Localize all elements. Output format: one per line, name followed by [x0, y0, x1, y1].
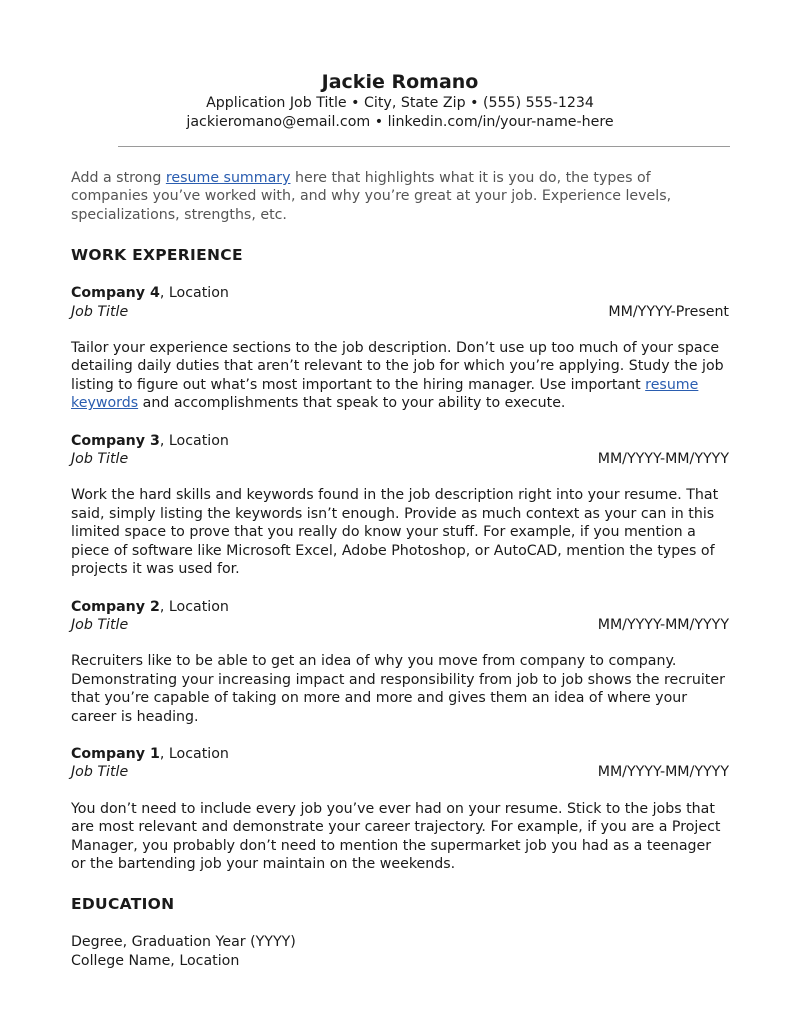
company-name: Company 4: [71, 285, 160, 302]
job-description-before: Tailor your experience sections to the job description. Don’t use up too much of your space detailing daily duties that aren’t relevant to the job for which you’re applying. Study the job listing to figure out what’s most important to the hiring manager. Use important: [71, 340, 724, 393]
job-entry-company-4: [71, 284, 729, 412]
job-company-line: [71, 432, 729, 450]
company-location: , Location: [159, 745, 229, 762]
job-title: Job Title: [71, 451, 129, 468]
resume-summary-link[interactable]: resume summary: [165, 170, 291, 186]
job-dates: MM/YYYY-Present: [608, 303, 729, 320]
job-description: Work the hard skills and keywords found in the job description right into your resume. That said, simply listing the keywords isn’t enough. Provide as much context as your can in this limited space to prove that you really do know your stuff. For example, if you mention a piece of software like Microsoft Excel, Adobe Photoshop, or AutoCAD, mention the types of projects it was used for.: [71, 487, 719, 578]
job-title-row: [71, 303, 729, 321]
resume-header: [71, 70, 729, 132]
job-company-line: [71, 745, 729, 763]
education-college: College Name, Location: [71, 952, 240, 969]
job-entry-company-2: [71, 598, 729, 726]
job-title: Job Title: [71, 764, 129, 781]
company-name: Company 3: [71, 432, 160, 449]
job-title-row: [71, 616, 729, 634]
education-heading: EDUCATION: [71, 895, 175, 914]
job-dates: MM/YYYY-MM/YYYY: [597, 451, 729, 468]
job-description-after: and accomplishments that speak to your ability to execute.: [138, 395, 566, 412]
education-entry: [71, 933, 729, 970]
job-entry-company-1: [71, 745, 729, 873]
resume-page: [71, 70, 729, 970]
work-experience-heading: WORK EXPERIENCE: [71, 246, 243, 265]
job-title: Job Title: [71, 616, 129, 633]
job-description: [71, 339, 729, 413]
job-company-line: [71, 284, 729, 302]
resume-keywords-link[interactable]: resume keywords: [71, 376, 699, 412]
summary-text-after: here that highlights what it is you do, the types of companies you’ve worked with, and why you’re great at your job. Experience levels, specializations, strengths, etc.: [71, 170, 672, 223]
candidate-name: Jackie Romano: [321, 71, 479, 93]
company-location: , Location: [159, 598, 229, 615]
education-degree: Degree, Graduation Year (YYYY): [71, 934, 296, 951]
resume-summary: [71, 169, 729, 224]
company-name: Company 2: [71, 598, 160, 615]
job-title-row: [71, 763, 729, 781]
job-entry-company-3: [71, 432, 729, 579]
summary-text-before: Add a strong: [71, 170, 166, 186]
company-location: , Location: [159, 285, 229, 302]
contact-line-1: Application Job Title • City, State Zip • (555) 555-1234: [206, 95, 594, 111]
job-title: Job Title: [71, 303, 129, 320]
job-description: Recruiters like to be able to get an idea of why you move from company to company. Demonstrating your increasing impact and responsibility from job to job shows the recruiter that you’re capable of taking on more and more and gives them an idea of where your career is heading.: [71, 653, 725, 725]
job-company-line: [71, 598, 729, 616]
job-title-row: [71, 450, 729, 468]
contact-line-2: jackieromano@email.com • linkedin.com/in/your-name-here: [186, 114, 614, 130]
job-dates: MM/YYYY-MM/YYYY: [597, 616, 729, 633]
company-location: , Location: [159, 432, 229, 449]
job-description: You don’t need to include every job you’ve ever had on your resume. Stick to the jobs that are most relevant and demonstrate your career trajectory. For example, if you are a Project Manager, you probably don’t need to mention the supermarket job you had as a teenager or the bartending job your maintain on the weekends.: [71, 800, 721, 872]
header-divider: [118, 146, 730, 147]
company-name: Company 1: [71, 745, 160, 762]
job-dates: MM/YYYY-MM/YYYY: [597, 764, 729, 781]
